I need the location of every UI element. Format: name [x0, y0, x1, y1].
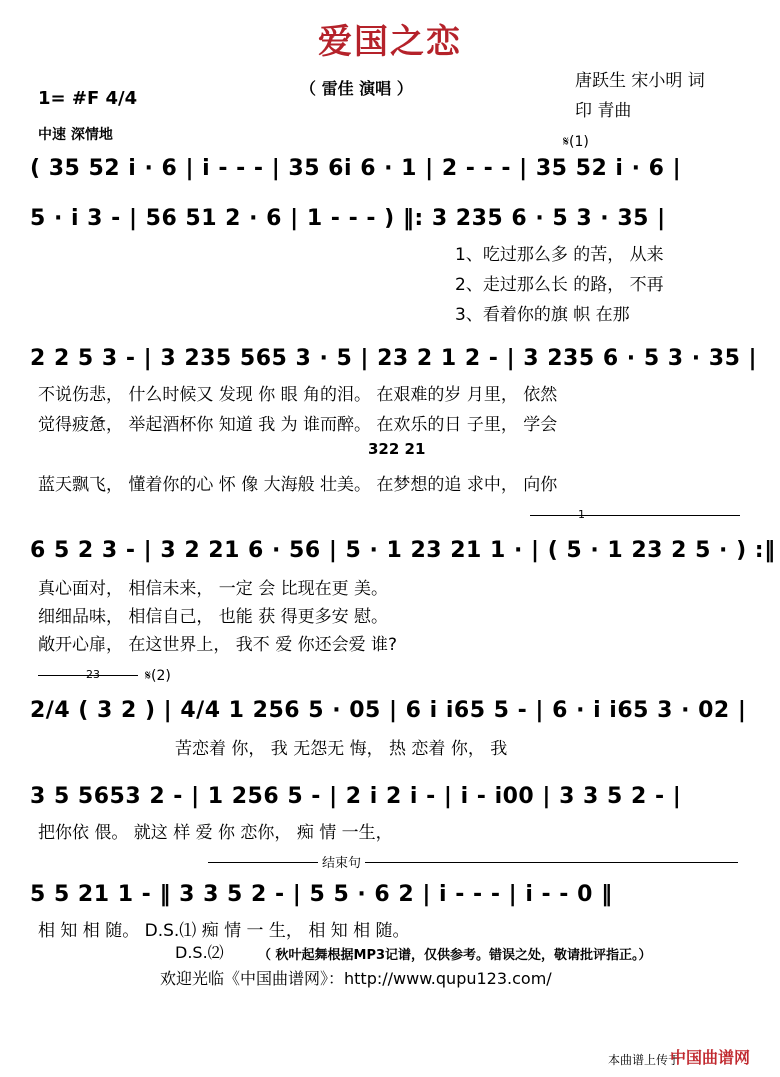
lyrics-4-verse-2: 细细品味， 相信自己， 也能 获 得更多安 慰。 [38, 607, 389, 627]
score-line-6: 3 5 5653 2 - | 1 256 5 - | 2 i 2 i - | i - i00 | 3 3 5 2 - | [30, 784, 682, 809]
footer-website: 欢迎光临《中国曲谱网》：http://www.qupu123.com/ [160, 969, 552, 988]
volta-1-bracket [530, 515, 740, 516]
variant-notes: 322 21 [368, 440, 426, 458]
song-title: 爱国之恋 [318, 22, 462, 62]
score-line-3: 2 2 5 3 - | 3 235 565 3 · 5 | 23 2 1 2 - | 3 235 6 · 5 3 · 35 | [30, 346, 758, 371]
transcription-note: （ 秋叶起舞根据MP3记谱，仅供参考。错误之处，敬请批评指正。） [258, 948, 652, 963]
score-line-7: 5 5 21 1 - ‖ 3 3 5 2 - | 5 5 · 6 2 | i - - - | i - - 0 ‖ [30, 882, 613, 907]
tempo-marking: 中速 深情地 [38, 127, 113, 143]
segno-1: 𝄋(1) [563, 134, 589, 150]
ending-bracket [208, 862, 738, 863]
score-line-2: 5 · i 3 - | 56 51 2 · 6 | 1 - - - ) ‖: 3 235 6 · 5 3 · 35 | [30, 206, 666, 231]
key-signature: 1= #F 4/4 [38, 88, 138, 109]
lyrics-3-verse-2: 觉得疲惫， 举起酒杯你 知道 我 为 谁而醉。 在欢乐的日 子里， 学会 [38, 415, 558, 435]
site-logo: 中国曲谱网 [670, 1048, 751, 1067]
lyrics-4-verse-3: 敞开心扉， 在这世界上， 我不 爱 你还会爱 谁? [38, 635, 398, 655]
segno-2: 𝄋(2) [145, 668, 171, 684]
volta-1-label: 1 [578, 508, 585, 521]
volta-23-label: 23 [86, 668, 100, 681]
lyrics-6: 把你依 偎。 就这 样 爱 你 恋你， 痴 情 一生， [38, 823, 393, 843]
singer-credit: （ 雷佳 演唱 ） [300, 79, 413, 98]
score-line-5: 2/4 ( 3 2 ) | 4/4 1 256 5 · 05 | 6 i i65 5 - | 6 · i i65 3 · 02 | [30, 698, 747, 723]
lyrics-5: 苦恋着 你， 我 无怨无 悔， 热 恋着 你， 我 [175, 739, 508, 759]
score-line-1: ( 35 52 i · 6 | i - - - | 35 6i 6 · 1 | 2 - - - | 35 52 i · 6 | [30, 156, 682, 181]
lyricist-credit: 唐跃生 宋小明 词 [575, 71, 705, 91]
verse-intro-2: 2、走过那么长 的路， 不再 [455, 275, 664, 295]
lyrics-7: 相 知 相 随。 D.S.⑴ 痴 情 一 生， 相 知 相 随。 [38, 921, 410, 941]
ending-label: 结束句 [318, 852, 365, 871]
upload-text: 本曲谱上传于 [608, 1053, 681, 1067]
score-line-4: 6 5 2 3 - | 3 2 21 6 · 56 | 5 · 1 23 21 1 · | ( 5 · 1 23 2 5 · ) :‖ [30, 538, 776, 563]
lyrics-4-verse-1: 真心面对， 相信未来， 一定 会 比现在更 美。 [38, 579, 389, 599]
verse-intro-3: 3、看着你的旗 帜 在那 [455, 305, 630, 325]
composer-credit: 印 青曲 [575, 101, 632, 121]
verse-intro-1: 1、吃过那么多 的苦， 从来 [455, 245, 664, 265]
lyrics-3-verse-3: 蓝天飘飞， 懂着你的心 怀 像 大海般 壮美。 在梦想的追 求中， 向你 [38, 475, 558, 495]
lyrics-3-verse-1: 不说伤悲， 什么时候又 发现 你 眼 角的泪。 在艰难的岁 月里， 依然 [38, 385, 558, 405]
ds-2-marker: D.S.⑵ [175, 943, 224, 962]
